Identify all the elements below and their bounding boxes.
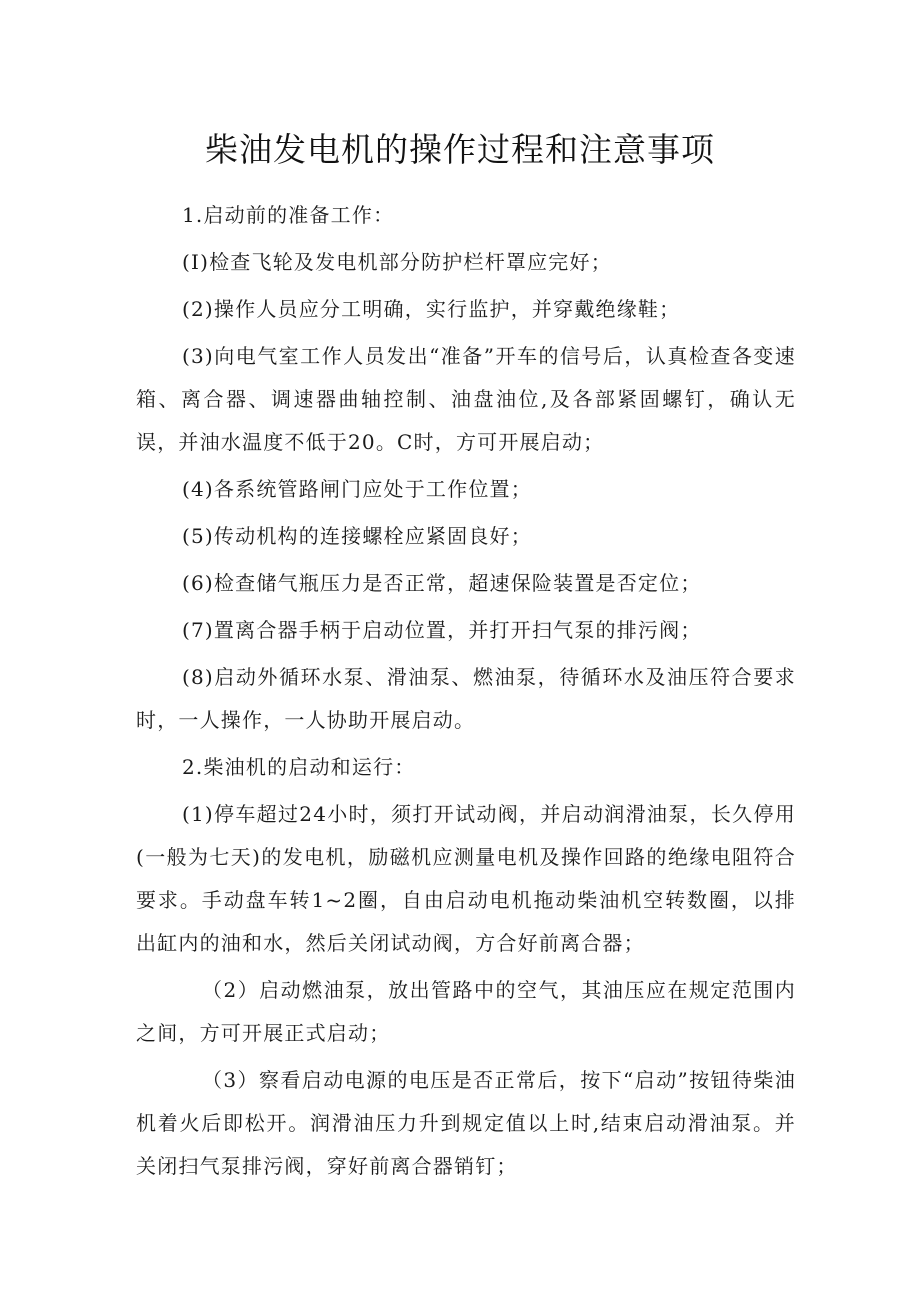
list-item: (4)各系统管路闸门应处于工作位置；: [182, 477, 532, 501]
list-item: (3)向电气室工作人员发出“准备”开车的信号后，认真检查各变速箱、离合器、调速器曲轴控制、油盘油位,及各部紧固螺钉，确认无误，并油水温度不低于20。C时，方可开展启动；: [136, 344, 796, 454]
list-item: (5)传动机构的连接螺栓应紧固良好；: [182, 524, 532, 548]
document-body: [136, 194, 796, 1192]
list-item: (7)置离合器手柄于启动位置，并打开扫气泵的排污阀；: [182, 618, 702, 642]
section-heading: 2.柴油机的启动和运行：: [182, 755, 416, 779]
page-title: 柴油发电机的操作过程和注意事项: [205, 130, 715, 169]
list-item: （2）启动燃油泵，放出管路中的空气，其油压应在规定范围内之间，方可开展正式启动；: [136, 978, 796, 1045]
section-heading: 1.启动前的准备工作：: [182, 203, 395, 227]
list-item: (8)启动外循环水泵、滑油泵、燃油泵，待循环水及油压符合要求时，一人操作，一人协助开展启动。: [136, 665, 796, 732]
list-item: (2)操作人员应分工明确，实行监护，并穿戴绝缘鞋；: [182, 297, 681, 321]
list-item: (6)检查储气瓶压力是否正常，超速保险装置是否定位；: [182, 571, 702, 595]
list-item: （3）察看启动电源的电压是否正常后，按下“启动”按钮待柴油机着火后即松开。润滑油压力升到规定值以上时,结束启动滑油泵。并关闭扫气泵排污阀，穿好前离合器销钉；: [136, 1068, 796, 1178]
list-item: (1)停车超过24小时，须打开试动阀，并启动润滑油泵，长久停用(一般为七天)的发电机，励磁机应测量电机及操作回路的绝缘电阻符合要求。手动盘车转1~2圈，自由启动电机拖动柴油机空转数圈，以排出缸内的油和水，然后关闭试动阀，方合好前离合器；: [136, 802, 796, 955]
list-item: (I)检查飞轮及发电机部分防护栏杆罩应完好；: [182, 250, 612, 274]
